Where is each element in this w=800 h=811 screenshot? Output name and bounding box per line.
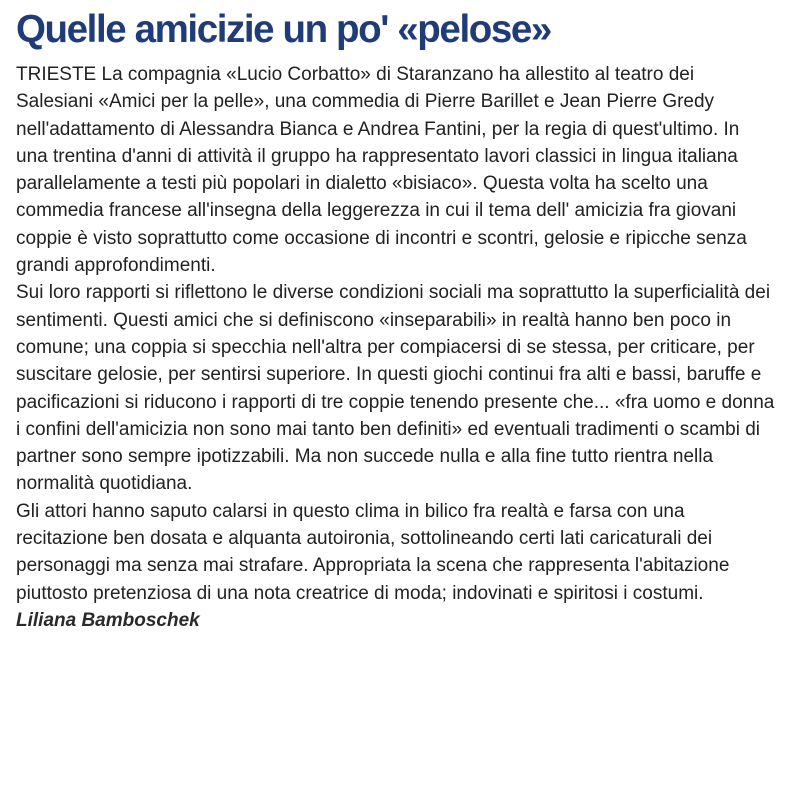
article-paragraph: TRIESTE La compagnia «Lucio Corbatto» di Staranzano ha allestito al teatro dei Salesiani «Amici per la pelle», una commedia di Pierre Barillet e Jean Pierre Gredy nell'adattamento di Alessandra Bianca e Andrea Fantini, per la regia di quest'ultimo. In una trentina d'anni di attività il gruppo ha rappresentato lavori classici in lingua italiana parallelamente a testi più popolari in dialetto «bisiaco». Questa volta ha scelto una commedia francese all'insegna della leggerezza in cui il tema dell' amicizia fra giovani coppie è visto soprattutto come occasione di incontri e scontri, gelosie e ripicche senza grandi approfondimenti. (16, 64, 747, 277)
article-paragraph: Sui loro rapporti si riflettono le diverse condizioni sociali ma soprattutto la superficialità dei sentimenti. Questi amici che si definiscono «inseparabili» in realtà hanno ben poco in comune; una coppia si specchia nell'altra per compiacersi di se stessa, per criticare, per suscitare gelosie, per sentirsi superiore. In questi giochi continui fra alti e bassi, baruffe e pacificazioni si riducono i rapporti di tre coppie tenendo presente che... «fra uomo e donna i confini dell'amicizia non sono mai tanto ben definiti» ed eventuali tradimenti o scambi di partner sono sempre ipotizzabili. Ma non succede nulla e alla fine tutto rientra nella normalità quotidiana. (16, 282, 775, 495)
author-byline: Liliana Bamboschek (16, 609, 200, 631)
article-body (16, 61, 776, 607)
article (16, 0, 776, 634)
article-paragraph: Gli attori hanno saputo calarsi in questo clima in bilico fra realtà e farsa con una recitazione ben dosata e alquanta autoironia, sottolineando certi lati caricaturali dei personaggi ma senza mai strafare. Appropriata la scena che rappresenta l'abitazione piuttosto pretenziosa di una nota creatrice di moda; indovinati e spiritosi i costumi. (16, 500, 730, 604)
article-headline: Quelle amicizie un po' «pelose» (16, 8, 551, 51)
